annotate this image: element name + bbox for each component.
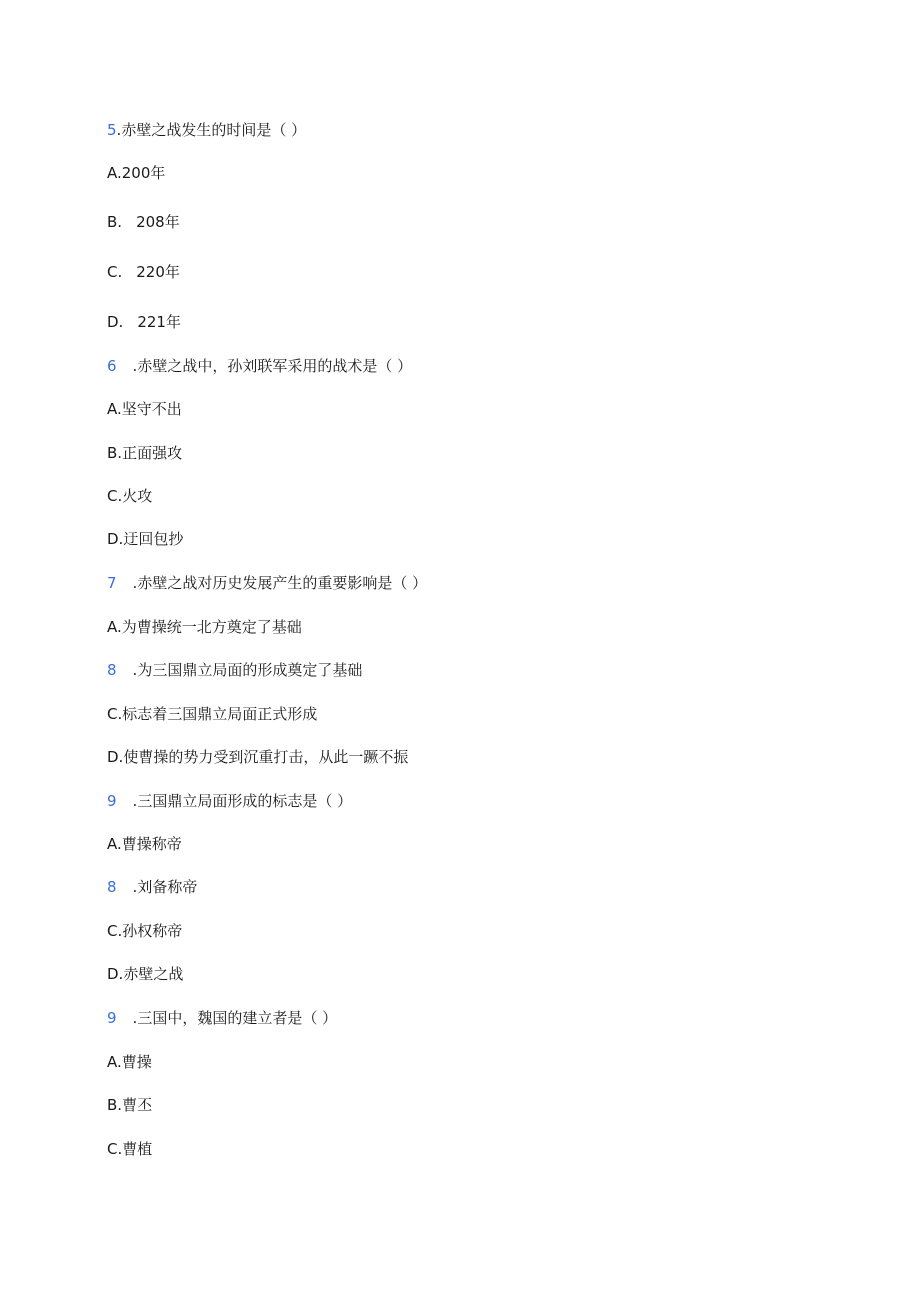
option-b [107, 212, 180, 232]
question-text: .赤壁之战对历史发展产生的重要影响是（ ） [132, 574, 428, 592]
option-c [107, 921, 182, 941]
option-text: 正面强攻 [122, 444, 183, 462]
question-number: 9 [107, 792, 117, 810]
option-text: 孙权称帝 [122, 922, 183, 940]
option-text: 曹操称帝 [121, 835, 182, 853]
option-label: A. [107, 618, 122, 636]
option-label: D. [107, 748, 124, 766]
option-d [107, 747, 408, 767]
question-6 [107, 356, 412, 376]
option-label: C. [107, 922, 123, 940]
option-text: 火攻 [122, 487, 153, 505]
option-text: 221年 [137, 313, 181, 331]
question-text: .三国鼎立局面形成的标志是（ ） [132, 792, 353, 810]
question-7 [107, 573, 427, 593]
option-d [107, 964, 183, 984]
option-label: A. [107, 164, 122, 182]
option-text: 208年 [136, 213, 180, 231]
question-9 [107, 1008, 337, 1028]
question-5 [107, 120, 306, 140]
question-number: 5 [107, 121, 117, 139]
question-number: 9 [107, 1009, 117, 1027]
question-text: .赤壁之战中，孙刘联军采用的战术是（ ） [132, 357, 413, 375]
option-a [107, 163, 165, 183]
option-label: C. [107, 487, 123, 505]
option-a [107, 834, 182, 854]
option-text: 曹丕 [122, 1096, 153, 1114]
option-a [107, 1052, 152, 1072]
option-d [107, 312, 181, 332]
option-text: 为曹操统一北方奠定了基础 [121, 618, 302, 636]
option-label: C. [107, 705, 123, 723]
question-number: 7 [107, 574, 117, 592]
question-text: .为三国鼎立局面的形成奠定了基础 [132, 661, 363, 679]
option-b [107, 1095, 152, 1115]
option-label: C. [107, 263, 123, 281]
option-c [107, 486, 152, 506]
option-d [107, 529, 183, 549]
option-a [107, 399, 182, 419]
option-text: 220年 [136, 263, 180, 281]
question-text: .三国中，魏国的建立者是（ ） [132, 1009, 338, 1027]
option-c [107, 262, 180, 282]
option-text: 标志着三国鼎立局面正式形成 [122, 705, 318, 723]
question-text: .刘备称帝 [132, 878, 198, 896]
question-text: .赤壁之战发生的时间是（ ） [116, 121, 307, 139]
option-text: 坚守不出 [121, 400, 182, 418]
question-8 [107, 877, 197, 897]
option-text: 曹植 [122, 1140, 153, 1158]
option-label: A. [107, 1053, 122, 1071]
option-c [107, 704, 317, 724]
question-number: 6 [107, 357, 117, 375]
option-text: 赤壁之战 [123, 965, 184, 983]
option-text: 曹操 [121, 1053, 152, 1071]
option-label: D. [107, 313, 124, 331]
option-label: B. [107, 1096, 123, 1114]
option-text: 使曹操的势力受到沉重打击，从此一蹶不振 [123, 748, 409, 766]
option-c [107, 1139, 152, 1159]
question-8 [107, 660, 362, 680]
option-text: 200年 [121, 164, 166, 182]
option-label: A. [107, 835, 122, 853]
question-number: 8 [107, 661, 117, 679]
question-9 [107, 791, 352, 811]
option-label: B. [107, 444, 123, 462]
option-b [107, 443, 182, 463]
option-label: D. [107, 530, 124, 548]
option-label: A. [107, 400, 122, 418]
option-label: B. [107, 213, 123, 231]
question-number: 8 [107, 878, 117, 896]
option-label: D. [107, 965, 124, 983]
option-label: C. [107, 1140, 123, 1158]
option-text: 迂回包抄 [123, 530, 184, 548]
option-a [107, 617, 302, 637]
